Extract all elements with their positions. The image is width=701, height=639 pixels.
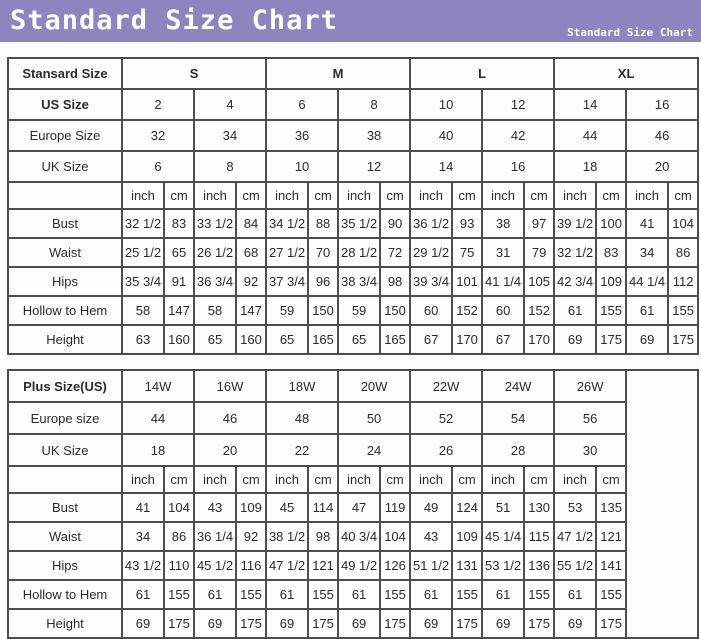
measure-cell: 61 [626, 296, 668, 325]
measure-cell: 51 1/2 [410, 551, 452, 580]
measure-cell: 165 [308, 325, 338, 354]
measure-cell: 114 [308, 493, 338, 522]
measure-cell: 58 [194, 296, 236, 325]
size-cell: 18 [554, 151, 626, 182]
unit-cell: inch [338, 466, 380, 493]
measure-cell: 60 [482, 296, 524, 325]
size-header-cell: XL [554, 58, 698, 89]
measure-cell: 38 3/4 [338, 267, 380, 296]
measure-cell: 34 [122, 522, 164, 551]
standard-size-table-slot [7, 57, 701, 355]
measure-cell: 61 [482, 580, 524, 609]
measure-cell: 67 [410, 325, 452, 354]
measure-cell: 59 [338, 296, 380, 325]
measure-cell: 150 [380, 296, 410, 325]
table-row [8, 267, 698, 296]
table-row [8, 551, 698, 580]
row-label: Waist [8, 238, 122, 267]
empty-column-cell [626, 370, 698, 638]
measure-cell: 130 [524, 493, 554, 522]
measure-cell: 155 [308, 580, 338, 609]
measure-cell: 150 [308, 296, 338, 325]
measure-cell: 61 [410, 580, 452, 609]
size-cell: 50 [338, 402, 410, 434]
measure-cell: 37 3/4 [266, 267, 308, 296]
unit-cell: cm [524, 466, 554, 493]
measure-cell: 44 1/4 [626, 267, 668, 296]
measure-cell: 83 [164, 209, 194, 238]
table-row [8, 402, 698, 434]
measure-cell: 109 [236, 493, 266, 522]
measure-cell: 32 1/2 [554, 238, 596, 267]
size-cell: 14 [410, 151, 482, 182]
measure-cell: 175 [596, 609, 626, 638]
unit-cell: inch [194, 182, 236, 209]
size-cell: 46 [626, 120, 698, 151]
measure-cell: 104 [164, 493, 194, 522]
measure-cell: 42 3/4 [554, 267, 596, 296]
measure-cell: 34 1/2 [266, 209, 308, 238]
measure-cell: 28 1/2 [338, 238, 380, 267]
measure-cell: 38 1/2 [266, 522, 308, 551]
measure-cell: 98 [380, 267, 410, 296]
measure-cell: 92 [236, 522, 266, 551]
measure-cell: 39 3/4 [410, 267, 452, 296]
table-row [8, 89, 698, 120]
unit-cell: cm [380, 182, 410, 209]
size-cell: 54 [482, 402, 554, 434]
measure-cell: 39 1/2 [554, 209, 596, 238]
measure-cell: 175 [452, 609, 482, 638]
measure-cell: 115 [524, 522, 554, 551]
measure-cell: 83 [596, 238, 626, 267]
measure-cell: 47 [338, 493, 380, 522]
size-cell: 8 [338, 89, 410, 120]
measure-cell: 69 [554, 325, 596, 354]
measure-cell: 101 [452, 267, 482, 296]
measure-cell: 35 3/4 [122, 267, 164, 296]
measure-cell: 65 [194, 325, 236, 354]
measure-cell: 36 1/2 [410, 209, 452, 238]
unit-cell: cm [452, 182, 482, 209]
measure-cell: 27 1/2 [266, 238, 308, 267]
measure-cell: 109 [596, 267, 626, 296]
measure-cell: 160 [236, 325, 266, 354]
measure-cell: 109 [452, 522, 482, 551]
unit-cell: inch [338, 182, 380, 209]
unit-cell: inch [482, 466, 524, 493]
measure-cell: 35 1/2 [338, 209, 380, 238]
unit-cell: inch [482, 182, 524, 209]
measure-cell: 75 [452, 238, 482, 267]
measure-cell: 61 [122, 580, 164, 609]
measure-cell: 91 [164, 267, 194, 296]
measure-cell: 53 1/2 [482, 551, 524, 580]
measure-cell: 96 [308, 267, 338, 296]
table-row [8, 609, 698, 638]
size-cell: 20 [194, 434, 266, 466]
measure-cell: 69 [410, 609, 452, 638]
row-label [8, 466, 122, 493]
size-cell: 32 [122, 120, 194, 151]
row-label: UK Size [8, 151, 122, 182]
measure-cell: 104 [380, 522, 410, 551]
size-header-cell: M [266, 58, 410, 89]
unit-cell: cm [236, 466, 266, 493]
unit-cell: inch [554, 466, 596, 493]
size-cell: 12 [338, 151, 410, 182]
size-header-cell: 14W [122, 370, 194, 402]
measure-cell: 61 [554, 296, 596, 325]
unit-cell: cm [596, 466, 626, 493]
table-row [8, 120, 698, 151]
size-cell: 56 [554, 402, 626, 434]
measure-cell: 93 [452, 209, 482, 238]
measure-cell: 49 1/2 [338, 551, 380, 580]
size-cell: 20 [626, 151, 698, 182]
measure-cell: 86 [164, 522, 194, 551]
measure-cell: 65 [266, 325, 308, 354]
size-cell: 18 [122, 434, 194, 466]
size-cell: 26 [410, 434, 482, 466]
row-label: Waist [8, 522, 122, 551]
size-header-cell: 18W [266, 370, 338, 402]
measure-cell: 61 [338, 580, 380, 609]
table-row [8, 325, 698, 354]
measure-cell: 70 [308, 238, 338, 267]
size-cell: 16 [482, 151, 554, 182]
table-row [8, 151, 698, 182]
measure-cell: 36 1/4 [194, 522, 236, 551]
measure-cell: 43 [410, 522, 452, 551]
measure-cell: 84 [236, 209, 266, 238]
measure-cell: 155 [164, 580, 194, 609]
table-row [8, 182, 698, 209]
table-row [8, 522, 698, 551]
measure-cell: 141 [596, 551, 626, 580]
measure-cell: 25 1/2 [122, 238, 164, 267]
size-cell: 40 [410, 120, 482, 151]
measure-cell: 60 [410, 296, 452, 325]
measure-cell: 45 1/4 [482, 522, 524, 551]
measure-cell: 124 [452, 493, 482, 522]
measure-cell: 175 [164, 609, 194, 638]
measure-cell: 26 1/2 [194, 238, 236, 267]
size-header-cell: 22W [410, 370, 482, 402]
size-header-cell: S [122, 58, 266, 89]
measure-cell: 45 [266, 493, 308, 522]
unit-cell: cm [164, 182, 194, 209]
measure-cell: 41 [626, 209, 668, 238]
unit-cell: cm [452, 466, 482, 493]
measure-cell: 90 [380, 209, 410, 238]
standard-size-table [7, 57, 699, 355]
measure-cell: 147 [236, 296, 266, 325]
measure-cell: 98 [308, 522, 338, 551]
measure-cell: 155 [596, 296, 626, 325]
measure-cell: 32 1/2 [122, 209, 164, 238]
plus-size-table [7, 369, 699, 639]
size-cell: 42 [482, 120, 554, 151]
measure-cell: 170 [524, 325, 554, 354]
size-cell: 52 [410, 402, 482, 434]
measure-cell: 152 [524, 296, 554, 325]
unit-cell: cm [524, 182, 554, 209]
unit-cell: cm [596, 182, 626, 209]
size-header-cell: L [410, 58, 554, 89]
table-row [8, 466, 698, 493]
measure-cell: 40 3/4 [338, 522, 380, 551]
unit-cell: inch [554, 182, 596, 209]
size-cell: 24 [338, 434, 410, 466]
measure-cell: 33 1/2 [194, 209, 236, 238]
row-label: Hollow to Hem [8, 580, 122, 609]
table-row [8, 493, 698, 522]
measure-cell: 121 [308, 551, 338, 580]
measure-cell: 175 [380, 609, 410, 638]
measure-cell: 69 [626, 325, 668, 354]
row-label: UK Size [8, 434, 122, 466]
measure-cell: 155 [668, 296, 698, 325]
unit-cell: cm [308, 466, 338, 493]
measure-cell: 69 [338, 609, 380, 638]
measure-cell: 175 [524, 609, 554, 638]
size-cell: 30 [554, 434, 626, 466]
size-cell: 10 [266, 151, 338, 182]
row-label: Bust [8, 493, 122, 522]
measure-cell: 69 [554, 609, 596, 638]
measure-cell: 47 1/2 [554, 522, 596, 551]
measure-cell: 175 [308, 609, 338, 638]
row-label: Europe Size [8, 120, 122, 151]
row-label: Hips [8, 551, 122, 580]
measure-cell: 67 [482, 325, 524, 354]
table-row [8, 580, 698, 609]
measure-cell: 65 [164, 238, 194, 267]
measure-cell: 72 [380, 238, 410, 267]
size-cell: 4 [194, 89, 266, 120]
measure-cell: 45 1/2 [194, 551, 236, 580]
measure-cell: 29 1/2 [410, 238, 452, 267]
row-label: Hollow to Hem [8, 296, 122, 325]
size-cell: 38 [338, 120, 410, 151]
row-label: Stansard Size [8, 58, 122, 89]
size-cell: 44 [554, 120, 626, 151]
measure-cell: 69 [194, 609, 236, 638]
measure-cell: 41 1/4 [482, 267, 524, 296]
measure-cell: 155 [524, 580, 554, 609]
measure-cell: 155 [596, 580, 626, 609]
measure-cell: 155 [380, 580, 410, 609]
unit-cell: inch [266, 182, 308, 209]
table-row [8, 238, 698, 267]
measure-cell: 61 [266, 580, 308, 609]
unit-cell: cm [164, 466, 194, 493]
measure-cell: 51 [482, 493, 524, 522]
size-cell: 28 [482, 434, 554, 466]
measure-cell: 58 [122, 296, 164, 325]
size-cell: 6 [122, 151, 194, 182]
measure-cell: 61 [554, 580, 596, 609]
row-label: Plus Size(US) [8, 370, 122, 402]
size-cell: 34 [194, 120, 266, 151]
measure-cell: 160 [164, 325, 194, 354]
size-cell: 8 [194, 151, 266, 182]
size-cell: 16 [626, 89, 698, 120]
measure-cell: 175 [236, 609, 266, 638]
measure-cell: 31 [482, 238, 524, 267]
measure-cell: 131 [452, 551, 482, 580]
unit-cell: inch [266, 466, 308, 493]
page-subtitle: Standard Size Chart [567, 26, 693, 39]
row-label: Europe size [8, 402, 122, 434]
measure-cell: 105 [524, 267, 554, 296]
size-cell: 36 [266, 120, 338, 151]
measure-cell: 119 [380, 493, 410, 522]
measure-cell: 43 [194, 493, 236, 522]
measure-cell: 49 [410, 493, 452, 522]
measure-cell: 47 1/2 [266, 551, 308, 580]
row-label: Height [8, 325, 122, 354]
measure-cell: 65 [338, 325, 380, 354]
measure-cell: 61 [194, 580, 236, 609]
measure-cell: 175 [668, 325, 698, 354]
row-label: Bust [8, 209, 122, 238]
measure-cell: 55 1/2 [554, 551, 596, 580]
unit-cell: cm [308, 182, 338, 209]
measure-cell: 155 [236, 580, 266, 609]
measure-cell: 155 [452, 580, 482, 609]
table-row [8, 209, 698, 238]
header-banner [0, 0, 701, 42]
size-cell: 12 [482, 89, 554, 120]
unit-cell: inch [122, 466, 164, 493]
measure-cell: 136 [524, 551, 554, 580]
measure-cell: 126 [380, 551, 410, 580]
row-label [8, 182, 122, 209]
measure-cell: 59 [266, 296, 308, 325]
measure-cell: 92 [236, 267, 266, 296]
size-cell: 48 [266, 402, 338, 434]
row-label: US Size [8, 89, 122, 120]
page-title: Standard Size Chart [10, 5, 338, 36]
unit-cell: inch [410, 182, 452, 209]
measure-cell: 147 [164, 296, 194, 325]
unit-cell: cm [668, 182, 698, 209]
measure-cell: 86 [668, 238, 698, 267]
measure-cell: 63 [122, 325, 164, 354]
unit-cell: inch [122, 182, 164, 209]
unit-cell: cm [236, 182, 266, 209]
measure-cell: 121 [596, 522, 626, 551]
measure-cell: 69 [482, 609, 524, 638]
unit-cell: inch [194, 466, 236, 493]
size-header-cell: 24W [482, 370, 554, 402]
row-label: Height [8, 609, 122, 638]
measure-cell: 135 [596, 493, 626, 522]
table-row [8, 58, 698, 89]
size-header-cell: 20W [338, 370, 410, 402]
size-cell: 10 [410, 89, 482, 120]
measure-cell: 165 [380, 325, 410, 354]
measure-cell: 34 [626, 238, 668, 267]
size-cell: 22 [266, 434, 338, 466]
measure-cell: 36 3/4 [194, 267, 236, 296]
measure-cell: 68 [236, 238, 266, 267]
size-cell: 44 [122, 402, 194, 434]
measure-cell: 116 [236, 551, 266, 580]
measure-cell: 110 [164, 551, 194, 580]
measure-cell: 69 [266, 609, 308, 638]
measure-cell: 53 [554, 493, 596, 522]
measure-cell: 88 [308, 209, 338, 238]
measure-cell: 69 [122, 609, 164, 638]
measure-cell: 100 [596, 209, 626, 238]
measure-cell: 97 [524, 209, 554, 238]
size-charts-container [0, 42, 701, 639]
plus-size-table-slot [7, 369, 701, 639]
measure-cell: 104 [668, 209, 698, 238]
unit-cell: cm [380, 466, 410, 493]
measure-cell: 79 [524, 238, 554, 267]
table-row [8, 434, 698, 466]
size-header-cell: 26W [554, 370, 626, 402]
unit-cell: inch [410, 466, 452, 493]
measure-cell: 175 [596, 325, 626, 354]
measure-cell: 152 [452, 296, 482, 325]
size-cell: 2 [122, 89, 194, 120]
size-cell: 6 [266, 89, 338, 120]
unit-cell: inch [626, 182, 668, 209]
row-label: Hips [8, 267, 122, 296]
size-cell: 46 [194, 402, 266, 434]
measure-cell: 170 [452, 325, 482, 354]
size-cell: 14 [554, 89, 626, 120]
measure-cell: 38 [482, 209, 524, 238]
measure-cell: 41 [122, 493, 164, 522]
measure-cell: 112 [668, 267, 698, 296]
size-header-cell: 16W [194, 370, 266, 402]
measure-cell: 43 1/2 [122, 551, 164, 580]
table-row [8, 370, 698, 402]
table-row [8, 296, 698, 325]
